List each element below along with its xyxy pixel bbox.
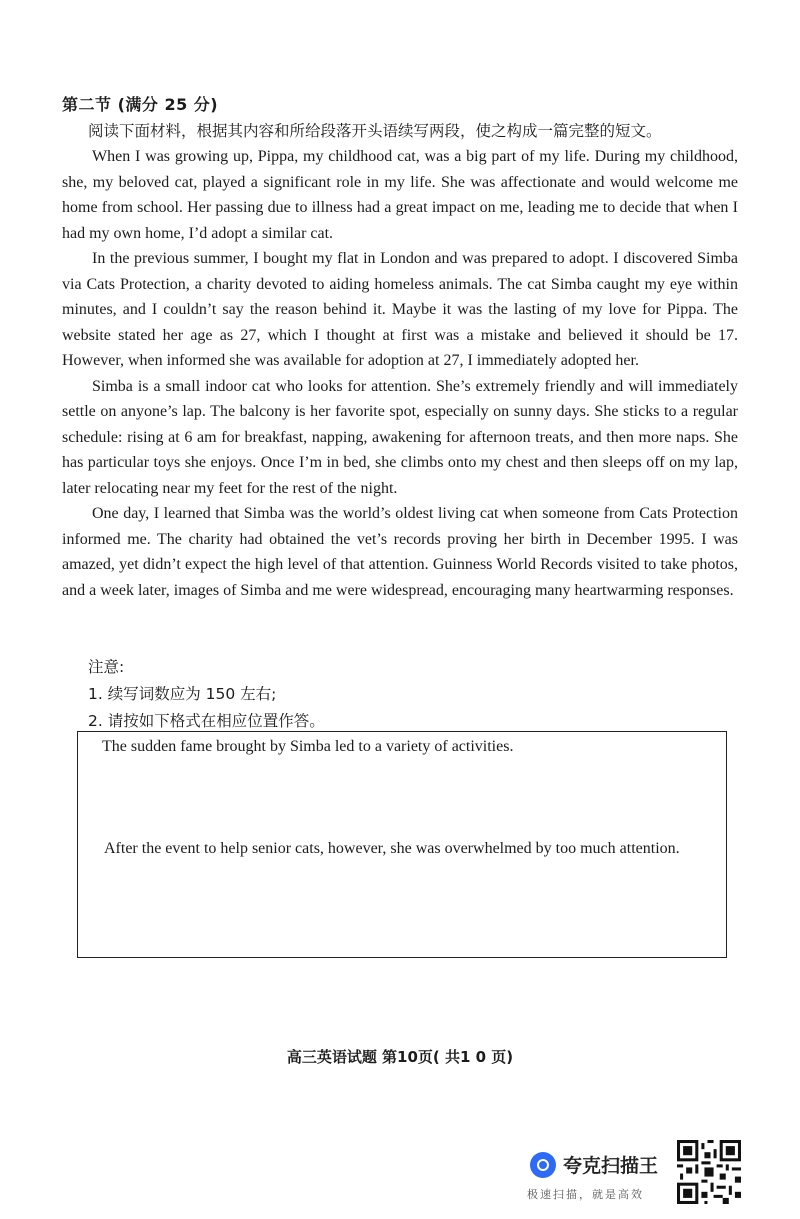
continuation-para1-start: The sudden fame brought by Simba led to a variety of activities. [102,738,514,755]
notes-block [88,654,325,735]
passage-paragraph-3: Simba is a small indoor cat who looks for attention. She’s extremely friendly and will immediately settle on anyone’s lap. The balcony is her favorite spot, especially on sunny days. She sticks to a regular schedule: rising at 6 am for breakfast, napping, awakening for afternoon treats, and then more naps. She has particular toys she enjoys. Once I’m in bed, she climbs onto my chest and then sleeps off on my lap, later relocating near my feet for the rest of the night. [62,377,738,497]
note-item-1: 1. 续写词数应为 150 左右; [88,685,277,703]
qr-code-icon [677,1140,741,1204]
quark-logo-icon [530,1152,556,1178]
continuation-para2-start: After the event to help senior cats, however, she was overwhelmed by too much attention. [104,840,680,857]
instruction-text: 阅读下面材料，根据其内容和所给段落开头语续写两段，使之构成一篇完整的短文。 [88,122,662,140]
passage-paragraph-4: One day, I learned that Simba was the world’s oldest living cat when someone from Cats Protection informed me. The charity had obtained the vet’s records proving her birth in December 1995. I was amazed, yet didn’t expect the high level of that attention. Guinness World Records visited to take photos, and a week later, images of Simba and me were widespread, encouraging many heartwarming responses. [62,505,738,599]
notes-heading: 注意: [88,658,125,676]
page-footer: 高三英语试题 第10页( 共1 0 页) [286,1048,514,1066]
watermark-title: 夸克扫描王 [563,1155,659,1177]
answer-box[interactable] [77,731,727,958]
reading-passage [62,144,738,603]
scanner-watermark [525,1140,745,1208]
note-item-2: 2. 请按如下格式在相应位置作答。 [88,712,325,730]
passage-paragraph-2: In the previous summer, I bought my flat in London and was prepared to adopt. I discovered Simba via Cats Protection, a charity devoted to aiding homeless animals. The cat Simba caught my eye within minutes, and I couldn’t say the reason behind it. Maybe it was the lasting of my love for Pippa. The website stated her age as 27, which I thought at first was a mistake and believed it should be 17. However, when informed she was available for adoption at 27, I immediately adopted her. [62,250,738,369]
section-title: 第二节 (满分 25 分) [62,95,219,114]
passage-paragraph-1: When I was growing up, Pippa, my childhood cat, was a big part of my life. During my childhood, she, my beloved cat, played a significant role in my life. She was affectionate and would welcome me home from school. Her passing due to illness had a great impact on me, leading me to decide that when I had my own home, I’d adopt a similar cat. [62,148,738,242]
watermark-subtitle: 极速扫描，就是高效 [527,1188,644,1201]
